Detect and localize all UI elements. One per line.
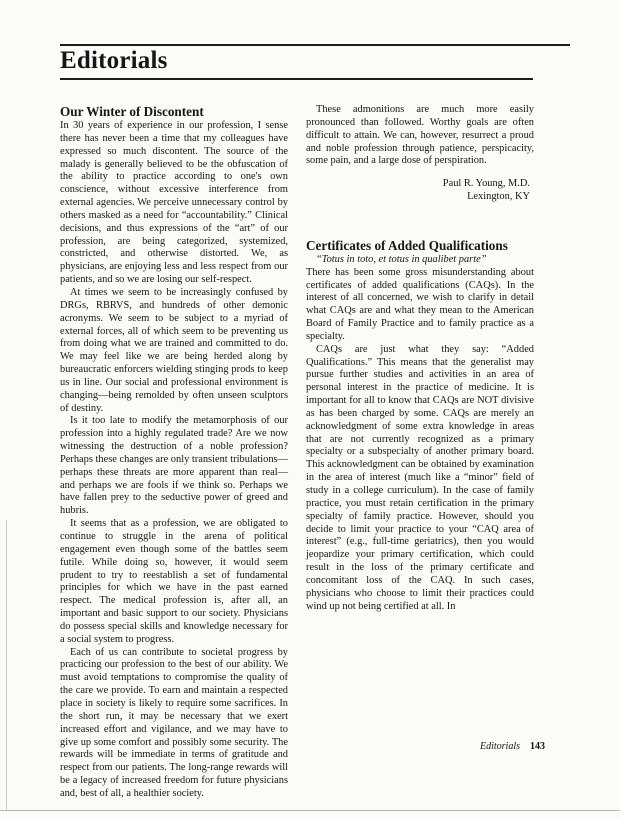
footer-section-name: Editorials [480,741,521,752]
article-motto: “Totus in toto, et totus in qualibet parte” [316,253,487,265]
paragraph: There has been some gross misunderstanding about certificates of added qualifications (CAQs). In the interest of all concerned, we wish to clarify in detail what CAQs are and what they mean to the American Board of Family Practice and to family practice as a specialty. [306,266,534,342]
scan-edge-line [6,520,7,810]
author-location: Lexington, KY [467,191,530,203]
author-name: Paul R. Young, M.D. [442,178,530,190]
page-number: 143 [530,741,545,752]
paragraph: CAQs are just what they say: “Added Qualifications.” This means that the generalist may pursue further studies and activities in an area of personal interest in the practice of medicine. It is important for all to know that CAQs are NOT divisive as has been charged by some. CAQs are merely an acknowledgment of some extra knowledge in areas that are not currently recognized as a primary specialty or a subspecialty of another primary board. This acknowledgment can be obtained by examination in the area of interest (much like a “minor” field of study in a college curriculum). In the case of family practice, you must retain certification in the primary specialty of family practice. However, should you decide to limit your practice to your “CAQ area of interest” (e.g., full-time geriatrics), then you would jeopardize your primary certification, which could result in the loss of the primary certificate and concomitant loss of the CAQ. In such cases, physicians who choose to limit their practices could wind up not being certified at all. In [306,343,534,612]
scan-bottom-line [0,810,620,811]
article-title: Our Winter of Discontent [60,104,204,119]
paragraph: In 30 years of experience in our profession, I sense there has never been a time that my colleagues have expressed so much discontent. The source of the malady is generally believed to be the obfuscation of the ability to practice according to one's own conscience, without excessive interference from external agencies. We perceive unnecessary control by others masked as a need for “accountability.” Clinical decisions, and thus expressions of the “art” of our profession, are being categorized, systemized, constricted, and otherwise distorted. We, as physicians, are enjoying less and less respect from our patients, and so we are losing our self-respect. [60,120,288,286]
title-rule [60,78,533,80]
left-column [60,104,288,801]
paragraph: Is it too late to modify the metamorphosis of our profession into a highly regulated trade? Are we now witnessing the destruction of a noble profession? Perhaps these changes are only transient tribulations—perhaps these threats are more apparent than real—and perhaps we are fools if we think so. Perhaps we have fallen prey to the seductive power of greed and hubris. [60,415,288,517]
paragraph: Each of us can contribute to societal progress by practicing our profession to the best of our ability. We must avoid temptations to compromise the quality of the care we provide. To earn and maintain a respected place in society is likely to require some sacrifices. In the short run, it may be necessary that we exert increased effort and vigilance, and we may have to give up some comfort and possibly some security. The rewards will be immediate in terms of gratitude and respect from our patients. The long-range rewards will be a legacy of increased freedom for future physicians and, best of all, a healthier society. [60,646,288,799]
author-signature [306,178,534,204]
paragraph: It seems that as a profession, we are obligated to continue to struggle in the arena of political engagement even though some of the battles seem futile. While doing so, however, it would seem prudent to try to reestablish a set of fundamental principles for which we have in the past earned respect. The medical profession is, after all, an important and basic support to our society. Physicians do possess special skills and knowledge necessary for a social system to progress. [60,518,288,645]
paragraph: These admonitions are much more easily pronounced than followed. Worthy goals are often difficult to attain. We can, however, resurrect a proud and noble profession through patience, perspicacity, some pain, and a large dose of perspiration. [306,104,534,167]
article-title: Certificates of Added Qualifications [306,237,508,253]
paragraph: At times we seem to be increasingly confused by DRGs, RBRVS, and hundreds of other demonic acronyms. We seem to be subject to a myriad of external forces, all of which seem to be preventing us from doing what we are trained and committed to do. We may feel like we are being herded along by bureaucratic enforcers wielding stinging prods to keep us in line. Our social and professional environment is changing—being remolded by often unseen sculptors of destiny. [60,286,288,414]
right-column [306,104,534,613]
section-title: Editorials [60,47,168,74]
